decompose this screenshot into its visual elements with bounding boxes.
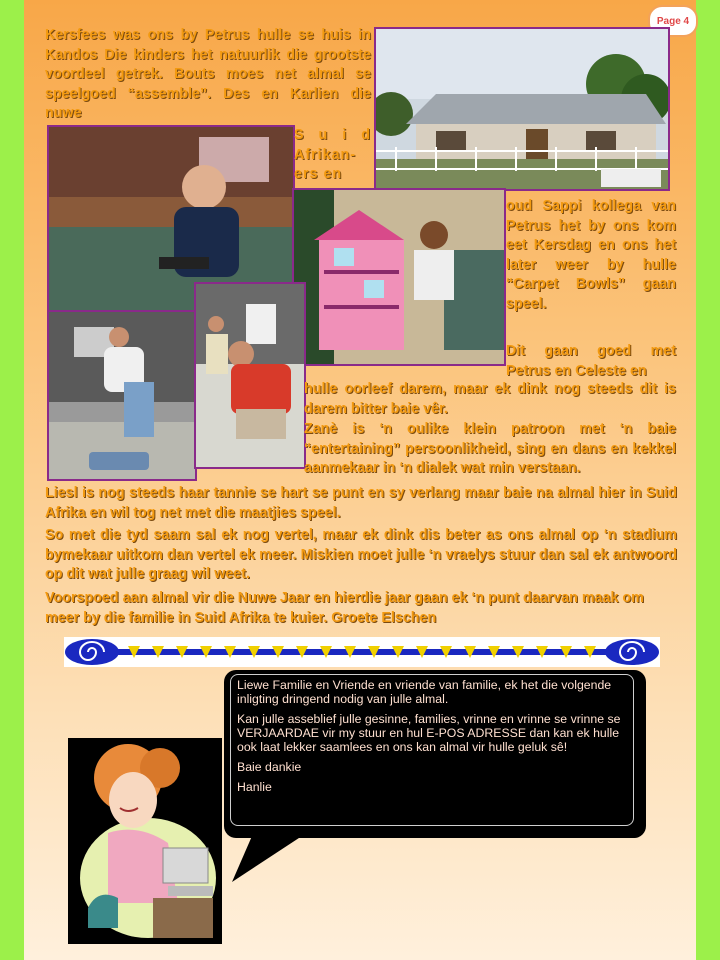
bubble-tail xyxy=(232,836,312,884)
paragraph-south-africans: S u i d Afrikan-ers en xyxy=(294,127,371,182)
message-bubble-frame xyxy=(230,674,634,826)
paragraph-liesl: Liesl is nog steeds haar tannie se hart se punt en sy verlang maar baie na almal hier in Suid Afrika en wil tog net met die maatjies speel. xyxy=(45,485,677,521)
carpet-bowls-woman-photo xyxy=(47,310,197,481)
page-number-badge: Page 4 xyxy=(648,5,698,37)
bubble-thanks: Baie dankie xyxy=(237,760,302,774)
dollhouse-photo xyxy=(292,188,506,366)
typing-woman-cartoon xyxy=(68,738,222,944)
decorative-banner xyxy=(64,637,660,667)
house-photo xyxy=(374,27,670,191)
message-bubble xyxy=(224,670,646,838)
paragraph-petrus-celeste-a: Dit gaan goed met Petrus en Celeste en xyxy=(506,343,676,379)
paragraph-zane: Zanè is ‘n oulike klein patroon met ‘n baie “entertaining” persoonlikheid, sing en dans en kekkel aanmekaar in ‘n dialek wat min verstaan. xyxy=(304,421,676,476)
bubble-greeting: Liewe Familie en Vriende en vriende van familie, ek het die volgende inligting dringend nodig van julle almal. xyxy=(237,678,612,706)
carpet-bowls-man-photo xyxy=(194,282,306,469)
paragraph-sappi-colleague: oud Sappi kollega van Petrus het by ons kom eet Kersdag en ons het later weer by hulle “Carpet Bowls” gaan speel. xyxy=(506,198,676,312)
paragraph-petrus-celeste-b: hulle oorleef darem, maar ek dink nog steeds dit is darem bitter baie vêr. xyxy=(304,381,676,417)
paragraph-questionnaire: So met die tyd saam sal ek nog vertel, maar ek dink dis beter as ons almal op ‘n stadium bymekaar uitkom dan vertel ek meer. Miskien moet julle ‘n vraelys stuur dan sal ek antwoord op dit wat julle graag wil weet. xyxy=(45,527,677,582)
bubble-request: Kan julle asseblief julle gesinne, families, vrinne en vrinne se vrinne se VERJAARDAE vir my stuur en hul E-POS ADRESSE dan kan ek hulle ook laat lekker saamlees en ons kan almal vir hulle geluk sê! xyxy=(237,712,621,754)
paragraph-christmas: Kersfees was ons by Petrus hulle se huis in Kandos Die kinders het natuurlik die grootste voordeel getrek. Bouts moes net almal se speelgoed “assemble”. Des en Karlien die nuwe xyxy=(45,27,371,121)
paragraph-new-year: Voorspoed aan almal vir die Nuwe Jaar en hierdie jaar gaan ek ‘n punt daarvan maak om meer by die familie in Suid Afrika te kuier. Groete Elschen xyxy=(45,590,644,626)
bubble-signature: Hanlie xyxy=(237,780,272,794)
